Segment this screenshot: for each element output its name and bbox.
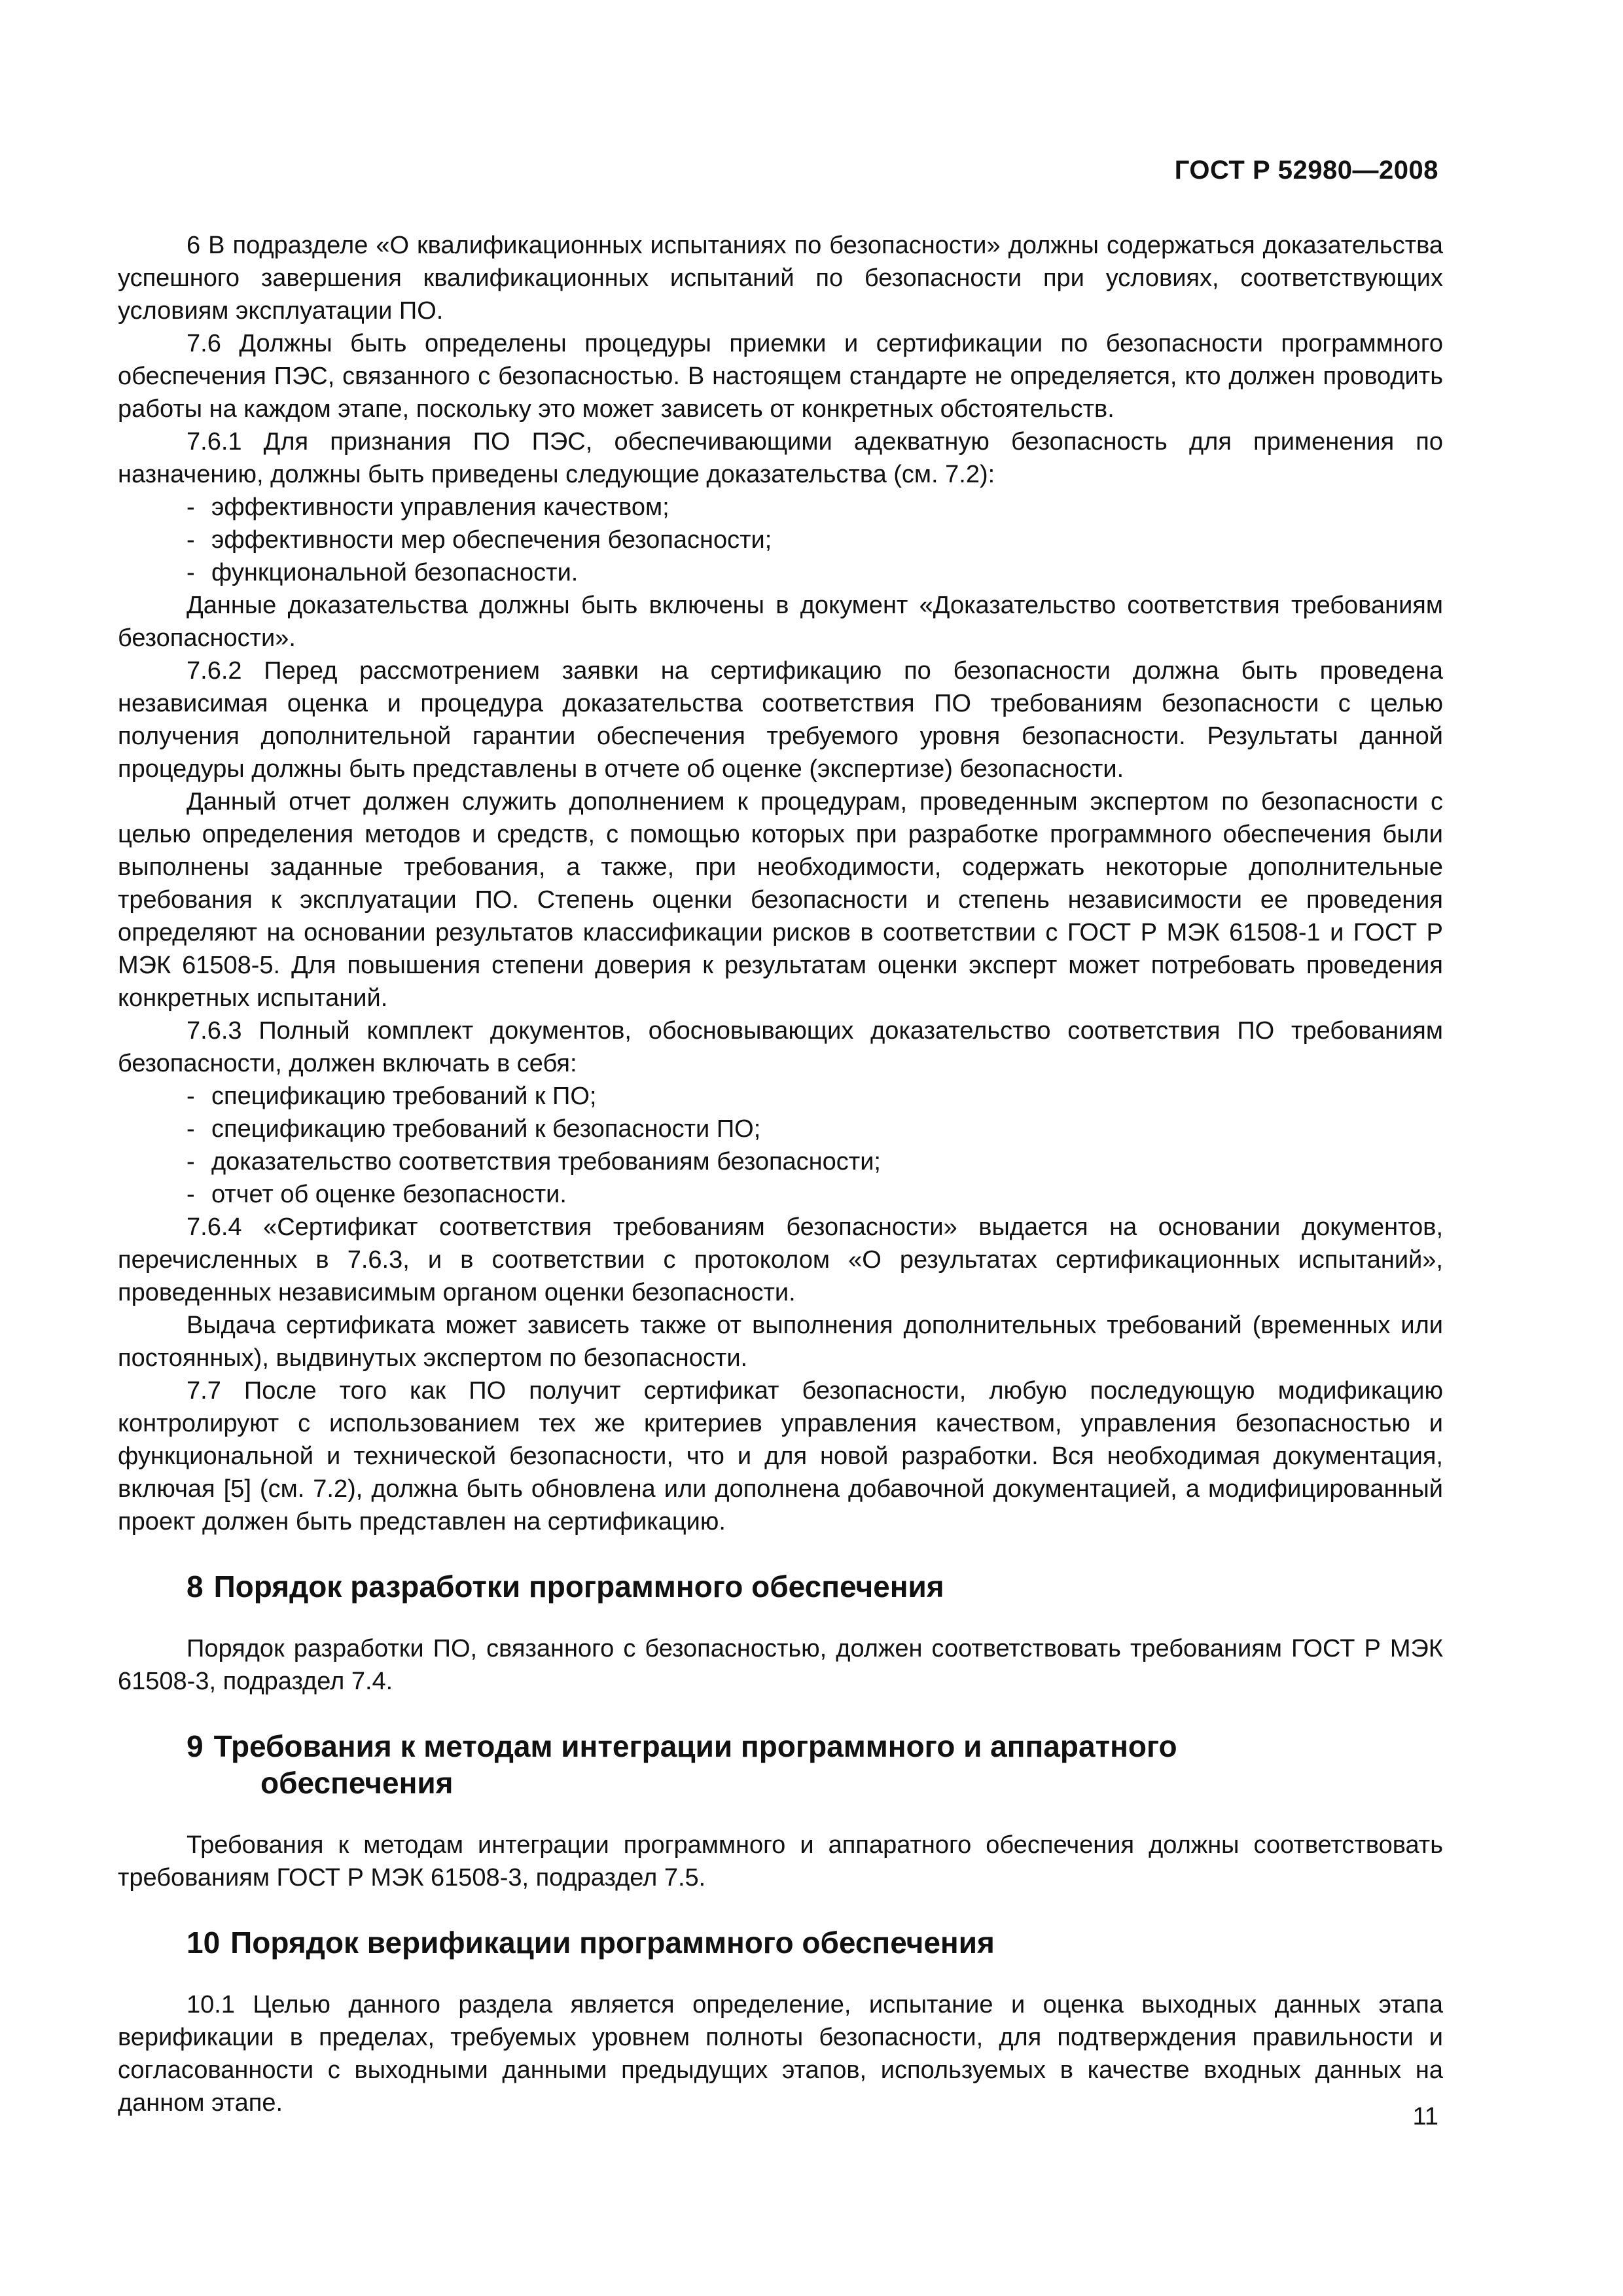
section-number: 9 xyxy=(187,1729,204,1763)
list-dash: - xyxy=(187,1115,195,1143)
list-item-text: функциональной безопасности. xyxy=(211,559,579,586)
paragraph: Выдача сертификата может зависеть также от выполнения дополнительных требований (временных или постоянных), выдвинутых экспертом по безопасности. xyxy=(118,1312,1443,1372)
list-dash: - xyxy=(187,1181,195,1208)
list-dash: - xyxy=(187,1083,195,1110)
paragraph: Требования к методам интеграции программного и аппаратного обеспечения должны соответствовать требованиям ГОСТ Р МЭК 61508-3, подраздел 7.5. xyxy=(118,1831,1443,1892)
list-item-text: спецификацию требований к ПО; xyxy=(211,1083,597,1110)
document-code-header: ГОСТ Р 52980—2008 xyxy=(1174,156,1438,185)
paragraph: Порядок разработки ПО, связанного с безопасностью, должен соответствовать требованиям ГОСТ Р МЭК 61508-3, подраздел 7.4. xyxy=(118,1635,1443,1695)
list-item-text: доказательство соответствия требованиям безопасности; xyxy=(211,1148,881,1175)
paragraph: Данные доказательства должны быть включены в документ «Доказательство соответствия требованиям безопасности». xyxy=(118,592,1443,652)
paragraph: Данный отчет должен служить дополнением к процедурам, проведенным экспертом по безопасности с целью определения методов и средств, с помощью которых при разработке программного обеспечения были выполнены заданные требования, а также, при необходимости, содержать некоторые дополнительные требования к эксплуатации ПО. Степень оценки безопасности и степень независимости ее проведения определяют на основании результатов классификации рисков в соответствии с ГОСТ Р МЭК 61508-1 и ГОСТ Р МЭК 61508-5. Для повышения степени доверия к результатам оценки эксперт может потребовать проведения конкретных испытаний. xyxy=(118,788,1443,1012)
section-heading xyxy=(118,1568,1443,1605)
paragraph: 7.6 Должны быть определены процедуры приемки и сертификации по безопасности программного обеспечения ПЭС, связанного с безопасностью. В настоящем стандарте не определяется, кто должен проводить работы на каждом этапе, поскольку это может зависеть от конкретных обстоятельств. xyxy=(118,330,1443,423)
section-title: Порядок верификации программного обеспечения xyxy=(230,1926,995,1960)
documents-list xyxy=(118,1080,1443,1211)
list-item xyxy=(118,1145,1443,1178)
list-item xyxy=(118,1178,1443,1211)
section-title: Требования к методам интеграции программного и аппаратного xyxy=(213,1729,1177,1763)
list-dash: - xyxy=(187,559,195,586)
list-item xyxy=(118,524,1443,556)
list-item-text: эффективности мер обеспечения безопасности; xyxy=(211,526,772,554)
list-item-text: эффективности управления качеством; xyxy=(211,493,669,521)
document-body xyxy=(118,229,1443,2119)
paragraph: 7.6.4 «Сертификат соответствия требованиям безопасности» выдается на основании документов, перечисленных в 7.6.3, и в соответствии с протоколом «О результатах сертификационных испытаний», проведенных независимым органом оценки безопасности. xyxy=(118,1213,1443,1306)
section-title-continuation: обеспечения xyxy=(260,1766,454,1800)
section-number: 8 xyxy=(187,1570,204,1604)
evidence-list xyxy=(118,491,1443,589)
paragraph: 7.6.2 Перед рассмотрением заявки на сертификацию по безопасности должна быть проведена независимая оценка и процедура доказательства соответствия ПО требованиям безопасности с целью получения дополнительной гарантии обеспечения требуемого уровня безопасности. Результаты данной процедуры должны быть представлены в отчете об оценке (экспертизе) безопасности. xyxy=(118,657,1443,783)
list-item xyxy=(118,1113,1443,1145)
list-item-text: отчет об оценке безопасности. xyxy=(211,1181,567,1208)
list-item-text: спецификацию требований к безопасности ПО; xyxy=(211,1115,761,1143)
paragraph: 7.6.1 Для признания ПО ПЭС, обеспечивающими адекватную безопасность для применения по назначению, должны быть приведены следующие доказательства (см. 7.2): xyxy=(118,428,1443,488)
page-number: 11 xyxy=(1412,2103,1438,2130)
section-number: 10 xyxy=(187,1926,221,1960)
list-dash: - xyxy=(187,1148,195,1175)
list-dash: - xyxy=(187,526,195,554)
paragraph: 7.7 После того как ПО получит сертификат безопасности, любую последующую модификацию контролируют с использованием тех же критериев управления качеством, управления безопасностью и функциональной и технической безопасности, что и для новой разработки. Вся необходимая документация, включая [5] (см. 7.2), должна быть обновлена или дополнена добавочной документацией, а модифицированный проект должен быть представлен на сертификацию. xyxy=(118,1377,1443,1535)
list-item xyxy=(118,491,1443,524)
section-heading xyxy=(118,1924,1443,1961)
section-title: Порядок разработки программного обеспечения xyxy=(213,1570,944,1604)
paragraph: 7.6.3 Полный комплект документов, обосновывающих доказательство соответствия ПО требованиям безопасности, должен включать в себя: xyxy=(118,1017,1443,1077)
list-item xyxy=(118,556,1443,589)
paragraph: 10.1 Целью данного раздела является определение, испытание и оценка выходных данных этапа верификации в пределах, требуемых уровнем полноты безопасности, для подтверждения правильности и согласованности с выходными данными предыдущих этапов, используемых в качестве входных данных на данном этапе. xyxy=(118,1991,1443,2117)
paragraph: 6 В подразделе «О квалификационных испытаниях по безопасности» должны содержаться доказательства успешного завершения квалификационных испытаний по безопасности при условиях, соответствующих условиям эксплуатации ПО. xyxy=(118,232,1443,325)
list-item xyxy=(118,1080,1443,1113)
list-dash: - xyxy=(187,493,195,521)
section-heading xyxy=(118,1728,1443,1801)
